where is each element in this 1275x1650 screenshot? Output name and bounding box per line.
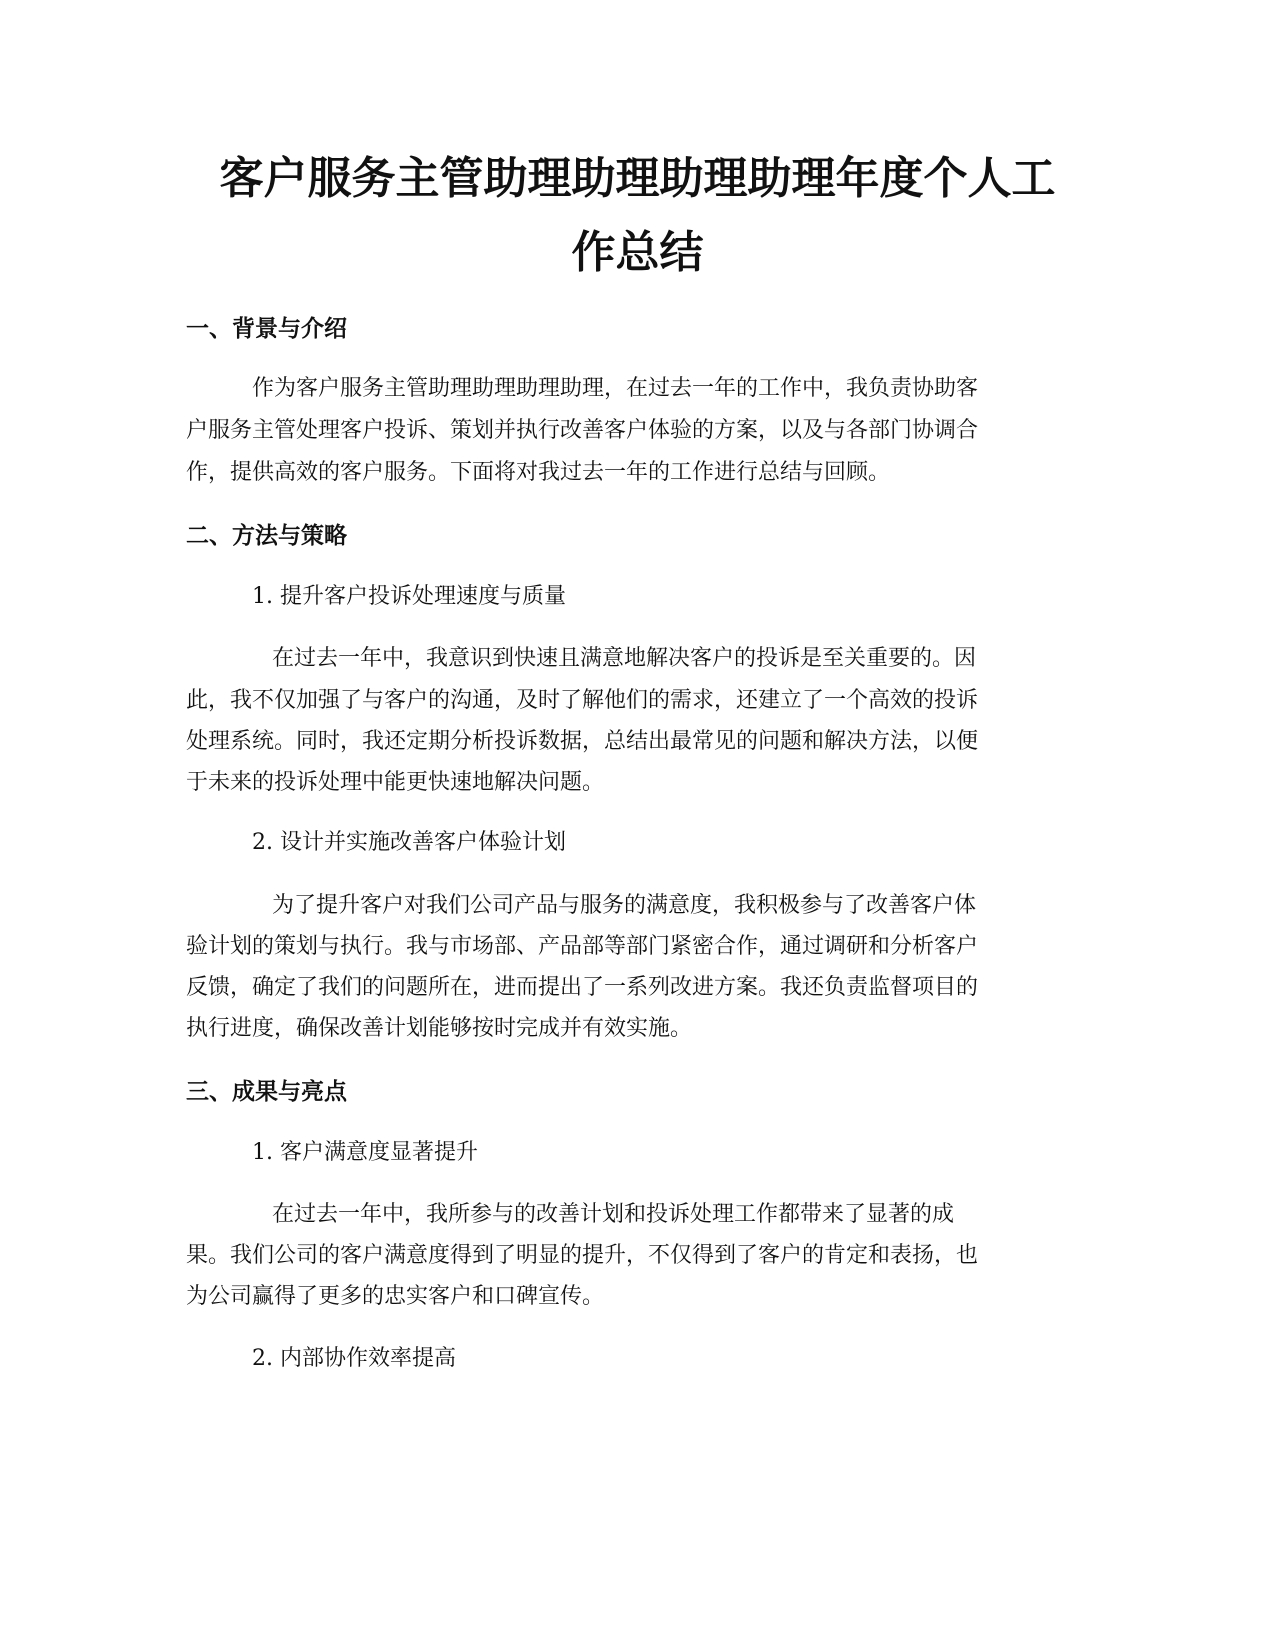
document-title-line-2: 作总结: [571, 227, 704, 278]
paragraph-line: 户服务主管处理客户投诉、策划并执行改善客户体验的方案，以及与各部门协调合: [186, 418, 979, 443]
document-title-line-1: 客户服务主管助理助理助理助理年度个人工: [219, 153, 1056, 204]
paragraph-line: 果。我们公司的客户满意度得到了明显的提升，不仅得到了客户的肯定和表扬，也: [186, 1243, 979, 1268]
list-item-label: 1. 客户满意度显著提升: [252, 1140, 478, 1165]
list-item-label: 2. 设计并实施改善客户体验计划: [252, 830, 566, 855]
list-item-label: 2. 内部协作效率提高: [252, 1346, 456, 1371]
paragraph-line: 在过去一年中，我意识到快速且满意地解决客户的投诉是至关重要的。因: [272, 646, 977, 671]
paragraph-line: 为了提升客户对我们公司产品与服务的满意度，我积极参与了改善客户体: [272, 893, 977, 918]
paragraph-line: 验计划的策划与执行。我与市场部、产品部等部门紧密合作，通过调研和分析客户: [186, 934, 979, 959]
list-item-label: 1. 提升客户投诉处理速度与质量: [252, 584, 566, 609]
paragraph-line: 处理系统。同时，我还定期分析投诉数据，总结出最常见的问题和解决方法，以便: [186, 729, 979, 754]
paragraph-line: 执行进度，确保改善计划能够按时完成并有效实施。: [186, 1016, 693, 1041]
section-heading-results: 三、成果与亮点: [186, 1079, 347, 1105]
paragraph-line: 为公司赢得了更多的忠实客户和口碑宣传。: [186, 1284, 605, 1309]
section-heading-methods: 二、方法与策略: [186, 523, 347, 549]
paragraph-line: 作，提供高效的客户服务。下面将对我过去一年的工作进行总结与回顾。: [186, 460, 891, 485]
paragraph-line: 在过去一年中，我所参与的改善计划和投诉处理工作都带来了显著的成: [272, 1202, 955, 1227]
paragraph-line: 于未来的投诉处理中能更快速地解决问题。: [186, 770, 605, 795]
paragraph-line: 作为客户服务主管助理助理助理助理，在过去一年的工作中，我负责协助客: [252, 376, 979, 401]
paragraph-line: 反馈，确定了我们的问题所在，进而提出了一系列改进方案。我还负责监督项目的: [186, 975, 979, 1000]
paragraph-line: 此，我不仅加强了与客户的沟通，及时了解他们的需求，还建立了一个高效的投诉: [186, 688, 979, 713]
section-heading-background: 一、背景与介绍: [186, 316, 347, 342]
